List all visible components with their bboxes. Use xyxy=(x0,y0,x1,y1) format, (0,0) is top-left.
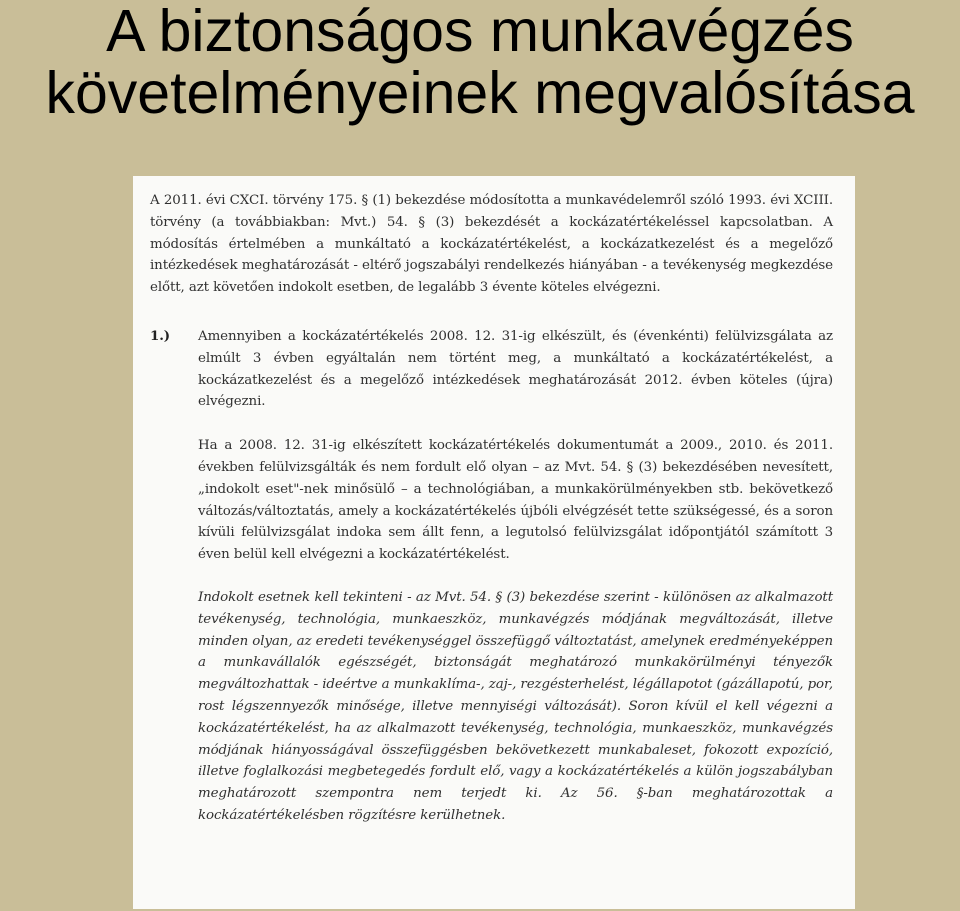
numbered-item xyxy=(150,326,833,413)
paragraph-3: Indokolt esetnek kell tekinteni - az Mvt. 54. § (3) bekezdése szerint - különösen az alkalmazott tevékenység, technológia, munkaeszköz, munkavégzés módjának megváltozását, illetve minden olyan, az eredeti tevékenységgel összefüggő változtatást, amelynek eredményeképpen a munkavállalók egészségét, biztonságát meghatározó munkakörülményi tényezők megváltozhattak - ideértve a munkaklíma-, zaj-, rezgésterhelést, légállapotot (gázállapotú, por, rost légszennyezők minősége, illetve mennyiségi változását). Soron kívül el kell végezni a kockázatértékelést, ha az alkalmazott tevékenység, technológia, munkaeszköz, munkavégzés módjának hiányosságával összefüggésben bekövetkezett munkabaleset, fokozott expozíció, illetve foglalkozási megbetegedés fordult elő, vagy a kockázatértékelés a külön jogszabályban meghatározott szempontra nem terjedt ki. Az 56. §-ban meghatározottak a kockázatértékelésben rögzítésre kerülhetnek. xyxy=(198,589,833,823)
paragraph-2-block xyxy=(198,435,833,566)
slide-title xyxy=(0,0,960,124)
scanned-document xyxy=(133,176,855,909)
paragraph-3-block xyxy=(198,587,833,827)
intro-paragraph: A 2011. évi CXCI. törvény 175. § (1) bekezdése módosította a munkavédelemről szóló 1993. évi XCIII. törvény (a továbbiakban: Mvt.) 54. § (3) bekezdését a kockázatértékeléssel kapcsolatban. A módosítás értelmében a munkáltató a kockázatértékelést, a kockázatkezelést és a megelőző intézkedések meghatározását - eltérő jogszabályi rendelkezés hiányában - a tevékenység megkezdése előtt, azt követően indokolt esetben, de legalább 3 évente köteles elvégezni. xyxy=(150,193,833,296)
slide-title-line-2: követelményeinek megvalósítása xyxy=(45,60,915,126)
slide-title-line-1: A biztonságos munkavégzés xyxy=(106,0,854,64)
paragraph-1: Amennyiben a kockázatértékelés 2008. 12. 31-ig elkészült, és (évenkénti) felülvizsgálata az elmúlt 3 évben egyáltalán nem történt meg, a munkáltató a kockázatértékelést, a kockázatkezelést és a megelőző intézkedések meghatározását 2012. évben köteles (újra) elvégezni. xyxy=(198,328,833,410)
item-number: 1.) xyxy=(150,327,171,344)
paragraph-2: Ha a 2008. 12. 31-ig elkészített kockázatértékelés dokumentumát a 2009., 2010. és 2011. években felülvizsgálták és nem fordult elő olyan – az Mvt. 54. § (3) bekezdésében nevesített, „indokolt eset"-nek minősülő – a technológiában, a munkakörülményekben stb. bekövetkező változás/változtatás, amely a kockázatértékelés újbóli elvégzését tette szükségessé, és a soron kívüli felülvizsgálat indoka sem állt fenn, a legutolsó felülvizsgálat időpontjától számított 3 éven belül kell elvégezni a kockázatértékelést. xyxy=(198,438,833,563)
